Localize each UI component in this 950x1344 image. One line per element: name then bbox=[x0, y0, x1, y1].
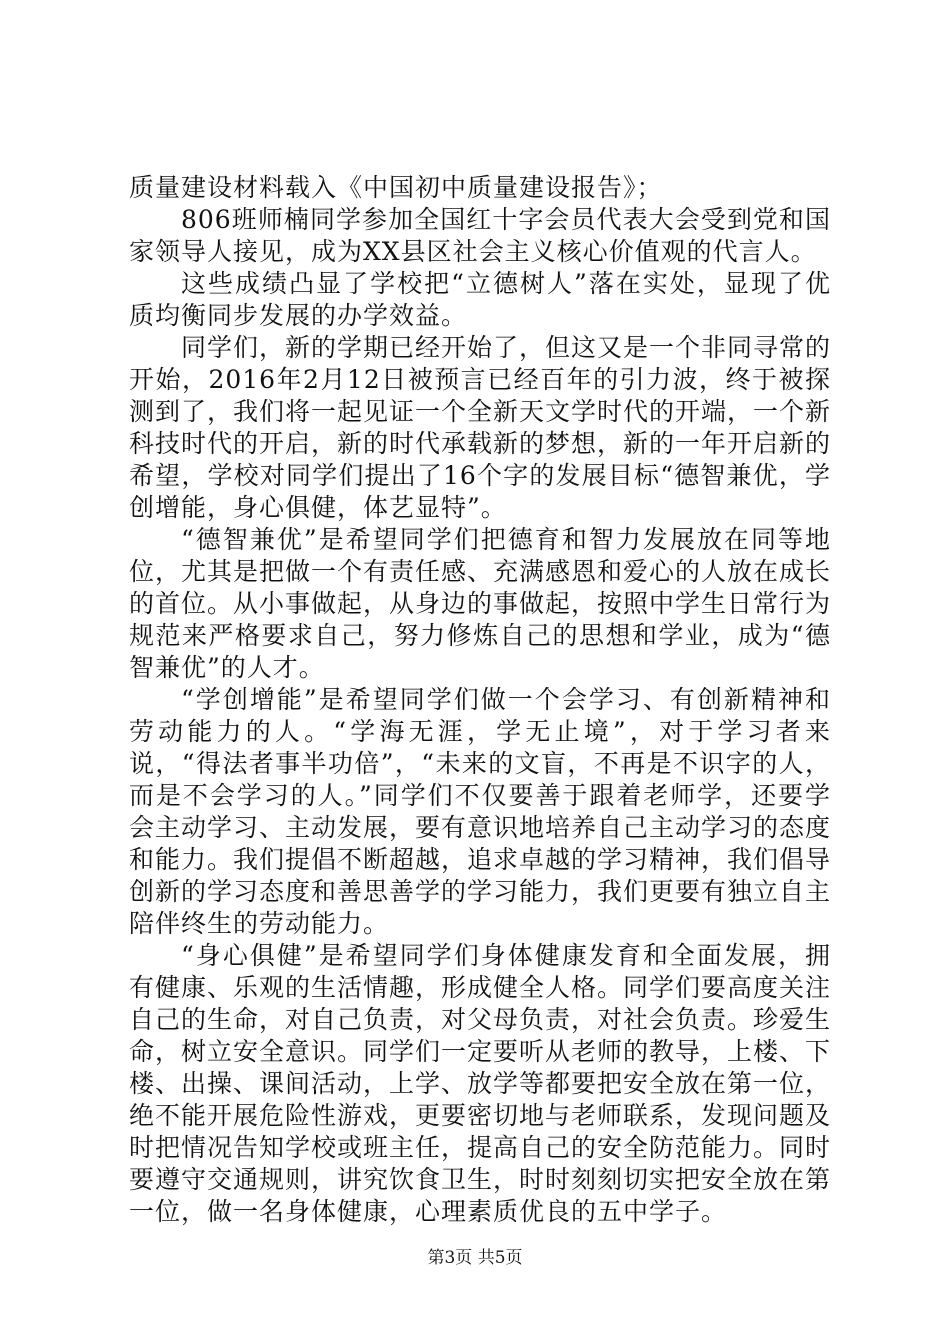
paragraph: 这些成绩凸显了学校把“立德树人”落在实处，显现了优质均衡同步发展的办学效益。 bbox=[129, 269, 831, 330]
page-number-footer: 第3页 共5页 bbox=[427, 1248, 523, 1268]
paragraph: “身心俱健”是希望同学们身体健康发育和全面发展，拥有健康、乐观的生活情趣，形成健全人格。同学们要高度关注自己的生命，对自己负责，对父母负责，对社会负责。珍爱生命，树立安全意识。同学们一定要听从老师的教导，上楼、下楼、出操、课间活动，上学、放学等都要把安全放在第一位，绝不能开展危险性游戏，更要密切地与老师联系，发现问题及时把情况告知学校或班主任，提高自己的安全防范能力。同时要遵守交通规则，讲究饮食卫生，时时刻刻切实把安全放在第一位，做一名身体健康，心理素质优良的五中学子。 bbox=[129, 941, 832, 1226]
paragraph: 同学们，新的学期已经开始了，但这又是一个非同寻常的开始，2016年2月12日被预言已经百年的引力波，终于被探测到了，我们将一起见证一个全新天文学时代的开端，一个新科技时代的开启，新的时代承载新的梦想，新的一年开启新的希望，学校对同学们提出了16个字的发展目标“德智兼优，学创增能，身心俱健，体艺显特”。 bbox=[129, 333, 832, 522]
paragraph-continuation: 质量建设材料载入《中国初中质量建设报告》； bbox=[129, 173, 663, 202]
paragraph: “学创增能”是希望同学们做一个会学习、有创新精神和劳动能力的人。“学海无涯，学无止境”，对于学习者来说，“得法者事半功倍”，“未来的文盲，不再是不识字的人，而是不会学习的人。”同学们不仅要善于跟着老师学，还要学会主动学习、主动发展，要有意识地培养自己主动学习的态度和能力。我们提倡不断超越，追求卓越的学习精神，我们倡导创新的学习态度和善思善学的学习能力，我们更要有独立自主陪伴终生的劳动能力。 bbox=[129, 685, 832, 938]
paragraph: “德智兼优”是希望同学们把德育和智力发展放在同等地位，尤其是把做一个有责任感、充满感恩和爱心的人放在成长的首位。从小事做起，从身边的事做起，按照中学生日常行为规范来严格要求自己，努力修炼自己的思想和学业，成为“德智兼优”的人才。 bbox=[129, 525, 832, 682]
document-body bbox=[129, 172, 831, 1228]
paragraph: 806班师楠同学参加全国红十字会员代表大会受到党和国家领导人接见，成为XX县区社会主义核心价值观的代言人。 bbox=[129, 205, 831, 266]
